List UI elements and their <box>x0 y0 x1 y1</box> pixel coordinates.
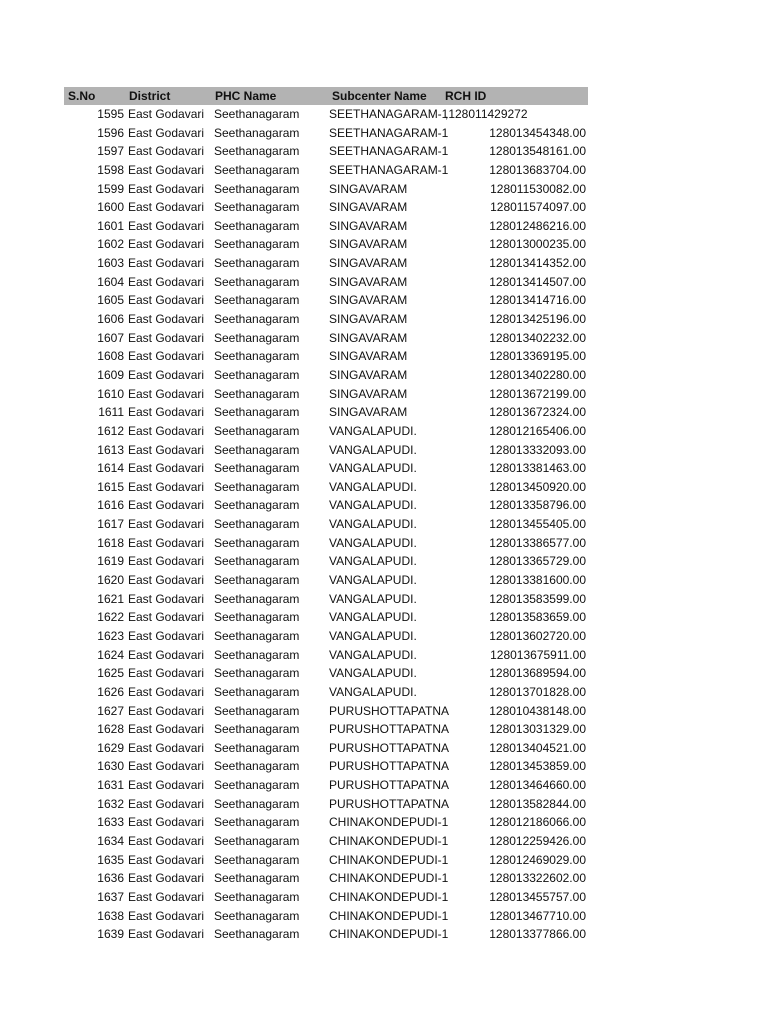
table-row <box>64 142 588 161</box>
table-row <box>64 888 588 907</box>
cell-rch-id: 128010438148.00 <box>489 703 586 718</box>
cell-phc-name: Seethanagaram <box>214 852 300 867</box>
cell-district: East Godavari <box>128 274 205 289</box>
cell-sno: 1616 <box>97 498 124 513</box>
cell-district: East Godavari <box>128 367 205 382</box>
cell-rch-id: 128013453859.00 <box>489 759 586 774</box>
cell-phc-name: Seethanagaram <box>214 162 300 177</box>
table-row <box>64 832 588 851</box>
cell-rch-id: 128013689594.00 <box>489 666 586 681</box>
cell-phc-name: Seethanagaram <box>214 386 300 401</box>
table-row <box>64 813 588 832</box>
cell-subcenter-name: SEETHANAGARAM-1 <box>329 125 449 140</box>
cell-district: East Godavari <box>128 759 205 774</box>
cell-sno: 1619 <box>97 554 124 569</box>
cell-sno: 1635 <box>97 852 124 867</box>
cell-district: East Godavari <box>128 666 205 681</box>
table-row <box>64 366 588 385</box>
cell-subcenter-name: VANGALAPUDI. <box>329 666 417 681</box>
table-row <box>64 869 588 888</box>
cell-rch-id: 128013683704.00 <box>489 162 586 177</box>
cell-phc-name: Seethanagaram <box>214 647 300 662</box>
cell-district: East Godavari <box>128 479 205 494</box>
cell-phc-name: Seethanagaram <box>214 517 300 532</box>
table-row <box>64 161 588 180</box>
header-rch-id: RCH ID <box>445 89 487 103</box>
cell-subcenter-name: VANGALAPUDI. <box>329 591 417 606</box>
cell-subcenter-name: SINGAVARAM <box>329 274 408 289</box>
cell-sno: 1634 <box>97 833 124 848</box>
spreadsheet-table <box>64 87 588 944</box>
cell-subcenter-name: CHINAKONDEPUDI-1 <box>329 927 449 942</box>
cell-phc-name: Seethanagaram <box>214 722 300 737</box>
cell-district: East Godavari <box>128 815 205 830</box>
cell-district: East Godavari <box>128 461 205 476</box>
cell-phc-name: Seethanagaram <box>214 312 300 327</box>
cell-sno: 1629 <box>97 740 124 755</box>
cell-rch-id: 128013583659.00 <box>489 610 586 625</box>
cell-phc-name: Seethanagaram <box>214 349 300 364</box>
cell-rch-id: 128013402232.00 <box>489 330 586 345</box>
cell-district: East Godavari <box>128 200 205 215</box>
cell-rch-id: 128013464660.00 <box>489 778 586 793</box>
cell-phc-name: Seethanagaram <box>214 871 300 886</box>
cell-subcenter-name: SINGAVARAM <box>329 181 408 196</box>
cell-rch-id: 128013332093.00 <box>489 442 586 457</box>
cell-district: East Godavari <box>128 256 205 271</box>
cell-sno: 1628 <box>97 722 124 737</box>
table-row <box>64 124 588 143</box>
cell-rch-id: 128013582844.00 <box>489 796 586 811</box>
cell-district: East Godavari <box>128 349 205 364</box>
cell-rch-id: 128012186066.00 <box>489 815 586 830</box>
cell-district: East Godavari <box>128 833 205 848</box>
header-subcenter-name: Subcenter Name <box>332 89 427 103</box>
cell-district: East Godavari <box>128 517 205 532</box>
cell-district: East Godavari <box>128 628 205 643</box>
cell-subcenter-name: PURUSHOTTAPATNA <box>329 759 450 774</box>
cell-sno: 1621 <box>97 591 124 606</box>
table-row <box>64 925 588 944</box>
cell-rch-id: 128013548161.00 <box>489 144 586 159</box>
cell-subcenter-name: VANGALAPUDI. <box>329 647 417 662</box>
cell-phc-name: Seethanagaram <box>214 181 300 196</box>
cell-phc-name: Seethanagaram <box>214 703 300 718</box>
table-row <box>64 235 588 254</box>
cell-rch-id: 128013386577.00 <box>489 535 586 550</box>
cell-district: East Godavari <box>128 181 205 196</box>
table-row <box>64 496 588 515</box>
cell-subcenter-name: VANGALAPUDI. <box>329 423 417 438</box>
table-row <box>64 702 588 721</box>
cell-rch-id: 128013381600.00 <box>489 573 586 588</box>
table-row <box>64 198 588 217</box>
cell-rch-id: 128013454348.00 <box>489 125 586 140</box>
cell-rch-id: 128013000235.00 <box>489 237 586 252</box>
cell-rch-id: 128013675911.00 <box>490 647 586 662</box>
cell-sno: 1605 <box>97 293 124 308</box>
cell-phc-name: Seethanagaram <box>214 237 300 252</box>
cell-subcenter-name: PURUSHOTTAPATNA <box>329 778 450 793</box>
table-row <box>64 571 588 590</box>
cell-subcenter-name: SINGAVARAM <box>329 349 408 364</box>
cell-subcenter-name: VANGALAPUDI. <box>329 461 417 476</box>
table-row <box>64 217 588 236</box>
cell-subcenter-name: VANGALAPUDI. <box>329 498 417 513</box>
cell-phc-name: Seethanagaram <box>214 684 300 699</box>
cell-rch-id: 128013365729.00 <box>489 554 586 569</box>
cell-district: East Godavari <box>128 144 205 159</box>
cell-sno: 1610 <box>97 386 124 401</box>
cell-phc-name: Seethanagaram <box>214 256 300 271</box>
cell-sno: 1609 <box>97 367 124 382</box>
cell-subcenter-name: CHINAKONDEPUDI-1 <box>329 833 449 848</box>
cell-phc-name: Seethanagaram <box>214 461 300 476</box>
cell-sno: 1623 <box>97 628 124 643</box>
cell-phc-name: Seethanagaram <box>214 833 300 848</box>
table-row <box>64 534 588 553</box>
cell-phc-name: Seethanagaram <box>214 666 300 681</box>
cell-district: East Godavari <box>128 498 205 513</box>
header-district: District <box>129 89 171 103</box>
cell-district: East Godavari <box>128 852 205 867</box>
cell-rch-id: 128013369195.00 <box>489 349 586 364</box>
header-phc-name: PHC Name <box>215 89 277 103</box>
cell-sno: 1603 <box>97 256 124 271</box>
cell-rch-id: 128013414716.00 <box>489 293 586 308</box>
cell-sno: 1597 <box>97 144 124 159</box>
cell-rch-id: 128013031329.00 <box>489 722 586 737</box>
cell-sno: 1602 <box>97 237 124 252</box>
cell-rch-id: 128013450920.00 <box>489 479 586 494</box>
cell-phc-name: Seethanagaram <box>214 796 300 811</box>
cell-sno: 1606 <box>97 312 124 327</box>
table-row <box>64 310 588 329</box>
table-row <box>64 627 588 646</box>
cell-district: East Godavari <box>128 740 205 755</box>
table-row <box>64 403 588 422</box>
cell-subcenter-name: CHINAKONDEPUDI-1 <box>329 908 449 923</box>
table-row <box>64 720 588 739</box>
cell-subcenter-name: PURUSHOTTAPATNA <box>329 703 450 718</box>
cell-district: East Godavari <box>128 330 205 345</box>
cell-sno: 1604 <box>97 274 124 289</box>
cell-rch-id: 128013414507.00 <box>489 274 586 289</box>
cell-sno: 1596 <box>97 125 124 140</box>
table-row <box>64 422 588 441</box>
table-row <box>64 180 588 199</box>
cell-sno: 1620 <box>97 573 124 588</box>
cell-rch-id: 128013414352.00 <box>489 256 586 271</box>
cell-phc-name: Seethanagaram <box>214 293 300 308</box>
cell-sno: 1624 <box>97 647 124 662</box>
table-row <box>64 478 588 497</box>
cell-district: East Godavari <box>128 927 205 942</box>
cell-rch-id: 128013404521.00 <box>489 740 586 755</box>
cell-subcenter-name: SINGAVARAM <box>329 405 408 420</box>
cell-subcenter-name: PURUSHOTTAPATNA <box>329 740 450 755</box>
cell-subcenter-name: VANGALAPUDI. <box>329 535 417 550</box>
cell-district: East Godavari <box>128 908 205 923</box>
cell-subcenter-name: VANGALAPUDI. <box>329 610 417 625</box>
cell-sno: 1608 <box>97 349 124 364</box>
cell-rch-id: 128013672199.00 <box>489 386 586 401</box>
cell-rch-id: 128012469029.00 <box>489 852 586 867</box>
cell-subcenter-name: SINGAVARAM <box>329 200 408 215</box>
cell-rch-id: 128013467710.00 <box>489 908 586 923</box>
cell-rch-id: 128013322602.00 <box>489 871 586 886</box>
table-row <box>64 347 588 366</box>
table-row <box>64 683 588 702</box>
cell-sno: 1633 <box>97 815 124 830</box>
cell-subcenter-name: VANGALAPUDI. <box>329 479 417 494</box>
cell-sno: 1611 <box>98 405 124 420</box>
cell-sno: 1595 <box>97 107 124 121</box>
cell-district: East Godavari <box>128 218 205 233</box>
cell-phc-name: Seethanagaram <box>214 107 300 121</box>
cell-subcenter-name: SINGAVARAM <box>329 330 408 345</box>
table-row <box>64 851 588 870</box>
cell-sno: 1618 <box>97 535 124 550</box>
cell-subcenter-name: PURUSHOTTAPATNA <box>329 722 450 737</box>
cell-sno: 1632 <box>97 796 124 811</box>
cell-sno: 1612 <box>97 423 124 438</box>
cell-subcenter-name: VANGALAPUDI. <box>329 628 417 643</box>
cell-subcenter-name: SEETHANAGARAM-1 <box>329 162 449 177</box>
table-row <box>64 739 588 758</box>
cell-phc-name: Seethanagaram <box>214 498 300 513</box>
cell-phc-name: Seethanagaram <box>214 423 300 438</box>
cell-rch-id: 128013455405.00 <box>489 517 586 532</box>
cell-phc-name: Seethanagaram <box>214 759 300 774</box>
cell-rch-id: 128013358796.00 <box>489 498 586 513</box>
cell-district: East Godavari <box>128 125 205 140</box>
cell-sno: 1600 <box>97 200 124 215</box>
cell-rch-id: 128013672324.00 <box>489 405 586 420</box>
cell-subcenter-name: VANGALAPUDI. <box>329 573 417 588</box>
table-body <box>64 105 588 944</box>
table-row <box>64 515 588 534</box>
cell-sno: 1614 <box>97 461 124 476</box>
cell-sno: 1607 <box>97 330 124 345</box>
cell-district: East Godavari <box>128 107 205 121</box>
cell-subcenter-name: VANGALAPUDI. <box>329 554 417 569</box>
cell-subcenter-name: SINGAVARAM <box>329 312 408 327</box>
cell-subcenter-name: CHINAKONDEPUDI-1 <box>329 871 449 886</box>
cell-phc-name: Seethanagaram <box>214 125 300 140</box>
cell-phc-name: Seethanagaram <box>214 442 300 457</box>
cell-phc-name: Seethanagaram <box>214 200 300 215</box>
cell-district: East Godavari <box>128 535 205 550</box>
cell-district: East Godavari <box>128 796 205 811</box>
cell-rch-id: 128012486216.00 <box>489 218 586 233</box>
cell-district: East Godavari <box>128 237 205 252</box>
cell-rch-id: 128013701828.00 <box>489 684 586 699</box>
cell-rch-id: 128013602720.00 <box>489 628 586 643</box>
cell-district: East Godavari <box>128 386 205 401</box>
cell-district: East Godavari <box>128 703 205 718</box>
cell-subcenter-name: SEETHANAGARAM-1 <box>329 107 449 121</box>
cell-subcenter-name: VANGALAPUDI. <box>329 684 417 699</box>
cell-phc-name: Seethanagaram <box>214 628 300 643</box>
table-row <box>64 608 588 627</box>
cell-sno: 1627 <box>97 703 124 718</box>
cell-rch-id: 128013455757.00 <box>489 889 586 904</box>
cell-sno: 1639 <box>97 927 124 942</box>
cell-phc-name: Seethanagaram <box>214 274 300 289</box>
cell-phc-name: Seethanagaram <box>214 778 300 793</box>
cell-sno: 1631 <box>97 778 124 793</box>
table-row <box>64 552 588 571</box>
cell-rch-id: 128013377866.00 <box>489 927 586 942</box>
cell-phc-name: Seethanagaram <box>214 591 300 606</box>
cell-subcenter-name: SINGAVARAM <box>329 256 408 271</box>
table-row <box>64 329 588 348</box>
table-row <box>64 273 588 292</box>
cell-district: East Godavari <box>128 889 205 904</box>
cell-district: East Godavari <box>128 293 205 308</box>
cell-rch-id: 128013583599.00 <box>489 591 586 606</box>
cell-subcenter-name: CHINAKONDEPUDI-1 <box>329 815 449 830</box>
cell-subcenter-name: SINGAVARAM <box>329 237 408 252</box>
cell-sno: 1630 <box>97 759 124 774</box>
cell-district: East Godavari <box>128 442 205 457</box>
table-row <box>64 757 588 776</box>
table-row <box>64 590 588 609</box>
cell-sno: 1615 <box>97 479 124 494</box>
cell-sno: 1626 <box>97 684 124 699</box>
cell-rch-id: ,128011429272 <box>445 107 528 121</box>
cell-sno: 1638 <box>97 908 124 923</box>
cell-district: East Godavari <box>128 162 205 177</box>
table-row <box>64 105 588 124</box>
table-row <box>64 907 588 926</box>
cell-phc-name: Seethanagaram <box>214 479 300 494</box>
table-row <box>64 664 588 683</box>
table-row <box>64 254 588 273</box>
cell-phc-name: Seethanagaram <box>214 908 300 923</box>
cell-district: East Godavari <box>128 423 205 438</box>
table-row <box>64 441 588 460</box>
cell-district: East Godavari <box>128 647 205 662</box>
cell-rch-id: 128012165406.00 <box>489 423 586 438</box>
cell-subcenter-name: SINGAVARAM <box>329 386 408 401</box>
cell-phc-name: Seethanagaram <box>214 927 300 942</box>
cell-subcenter-name: CHINAKONDEPUDI-1 <box>329 852 449 867</box>
table-row <box>64 459 588 478</box>
cell-subcenter-name: SINGAVARAM <box>329 293 408 308</box>
cell-district: East Godavari <box>128 312 205 327</box>
cell-district: East Godavari <box>128 722 205 737</box>
table-row <box>64 291 588 310</box>
cell-phc-name: Seethanagaram <box>214 573 300 588</box>
cell-rch-id: 128012259426.00 <box>489 833 586 848</box>
cell-rch-id: 128011574097.00 <box>490 200 586 215</box>
cell-sno: 1598 <box>97 162 124 177</box>
cell-subcenter-name: SINGAVARAM <box>329 218 408 233</box>
cell-subcenter-name: CHINAKONDEPUDI-1 <box>329 889 449 904</box>
cell-phc-name: Seethanagaram <box>214 815 300 830</box>
cell-rch-id: 128011530082.00 <box>490 181 586 196</box>
cell-district: East Godavari <box>128 591 205 606</box>
cell-district: East Godavari <box>128 573 205 588</box>
cell-district: East Godavari <box>128 778 205 793</box>
cell-sno: 1622 <box>97 610 124 625</box>
cell-sno: 1636 <box>97 871 124 886</box>
cell-phc-name: Seethanagaram <box>214 740 300 755</box>
cell-district: East Godavari <box>128 405 205 420</box>
cell-sno: 1617 <box>97 517 124 532</box>
cell-subcenter-name: PURUSHOTTAPATNA <box>329 796 450 811</box>
cell-phc-name: Seethanagaram <box>214 889 300 904</box>
cell-district: East Godavari <box>128 871 205 886</box>
cell-rch-id: 128013402280.00 <box>489 367 586 382</box>
table-header-row <box>64 87 588 105</box>
cell-subcenter-name: VANGALAPUDI. <box>329 442 417 457</box>
cell-sno: 1601 <box>97 218 124 233</box>
cell-phc-name: Seethanagaram <box>214 405 300 420</box>
table-row <box>64 795 588 814</box>
header-sno: S.No <box>68 89 96 103</box>
cell-rch-id: 128013381463.00 <box>489 461 586 476</box>
cell-phc-name: Seethanagaram <box>214 144 300 159</box>
cell-rch-id: 128013425196.00 <box>489 312 586 327</box>
cell-district: East Godavari <box>128 610 205 625</box>
table-row <box>64 646 588 665</box>
cell-sno: 1599 <box>97 181 124 196</box>
cell-district: East Godavari <box>128 554 205 569</box>
cell-subcenter-name: SEETHANAGARAM-1 <box>329 144 449 159</box>
cell-phc-name: Seethanagaram <box>214 367 300 382</box>
cell-phc-name: Seethanagaram <box>214 218 300 233</box>
cell-phc-name: Seethanagaram <box>214 330 300 345</box>
cell-sno: 1613 <box>97 442 124 457</box>
cell-subcenter-name: VANGALAPUDI. <box>329 517 417 532</box>
cell-district: East Godavari <box>128 684 205 699</box>
cell-sno: 1637 <box>97 889 124 904</box>
cell-phc-name: Seethanagaram <box>214 554 300 569</box>
cell-phc-name: Seethanagaram <box>214 610 300 625</box>
cell-sno: 1625 <box>97 666 124 681</box>
table-row <box>64 385 588 404</box>
cell-phc-name: Seethanagaram <box>214 535 300 550</box>
table-row <box>64 776 588 795</box>
cell-subcenter-name: SINGAVARAM <box>329 367 408 382</box>
